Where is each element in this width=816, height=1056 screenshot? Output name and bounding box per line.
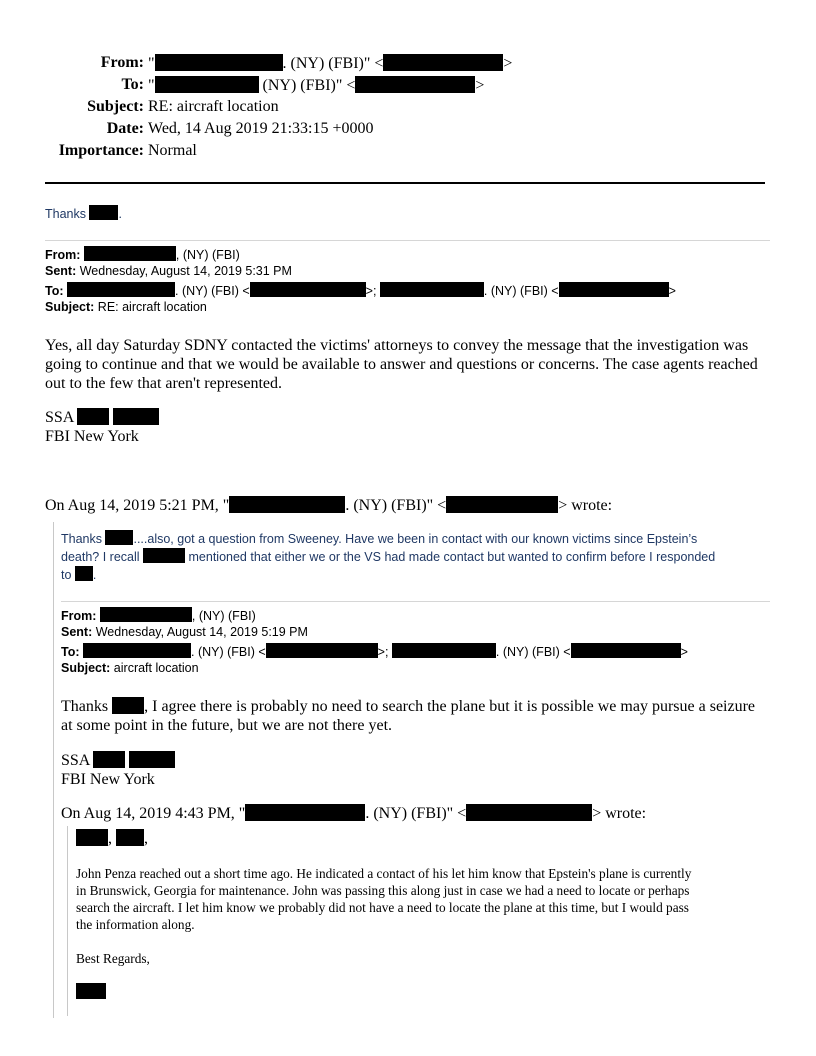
- quote1-body: Thanks ....also, got a question from Sweeney. Have we been in contact with our known victims since Epstein’s death? I recall mentioned that either we or the VS had made contact but wanted to confirm before I responded to .: [61, 532, 716, 582]
- msg3-from: From: , (NY) (FBI): [61, 609, 256, 623]
- msg2-sent: Sent: Wednesday, August 14, 2019 5:31 PM: [45, 264, 292, 278]
- redaction-block: [383, 54, 503, 71]
- redaction-block: [380, 282, 484, 297]
- separator: [45, 240, 770, 241]
- subject-label: Subject:: [87, 98, 144, 115]
- quote-bar-outer: [53, 522, 54, 1018]
- reply-thanks: Thanks .: [45, 207, 122, 221]
- quote1-intro: On Aug 14, 2019 5:21 PM, " . (NY) (FBI)" < > wrote:: [45, 497, 613, 514]
- redaction-block: [113, 408, 159, 425]
- redaction-block: [76, 983, 106, 999]
- redaction-block: [75, 566, 93, 581]
- redaction-block: [76, 829, 108, 846]
- msg2-to: To: . (NY) (FBI) < >; . (NY) (FBI) < >: [45, 284, 676, 298]
- from-value: " . (NY) (FBI)" < >: [148, 55, 513, 72]
- msg3-to: To: . (NY) (FBI) < >; . (NY) (FBI) < >: [61, 645, 688, 659]
- redaction-block: [245, 804, 365, 821]
- msg3-body: Thanks , I agree there is probably no need to search the plane but it is possible we may pursue a seizure at some point in the future, but we are not there yet.: [61, 698, 756, 734]
- to-label: To:: [121, 76, 144, 93]
- header-divider: [45, 182, 765, 184]
- msg2-from: From: , (NY) (FBI): [45, 248, 240, 262]
- msg2-body: Yes, all day Saturday SDNY contacted the victims' attorneys to convey the message that the investigation was going to continue and that we would be available to answer and questions or concerns. The case agents reached out to the few that aren't represented.: [45, 337, 758, 392]
- date-label: Date:: [106, 120, 144, 137]
- msg3-subject: Subject: aircraft location: [61, 661, 199, 675]
- redaction-block: [392, 643, 496, 658]
- msg3-sent: Sent: Wednesday, August 14, 2019 5:19 PM: [61, 625, 308, 639]
- quote2-body: John Penza reached out a short time ago. He indicated a contact of his let him know that Epstein's plane is currently in Brunswick, Georgia for maintenance. John was passing this along just in case we had a need to locate or perhaps search the aircraft. I let him know we probably did not have a need to locate the plane at this time, but I would pass the information along.: [76, 866, 692, 932]
- from-label: From:: [100, 54, 144, 71]
- separator: [61, 601, 770, 602]
- redaction-block: [77, 408, 109, 425]
- importance-label: Importance:: [58, 142, 144, 159]
- redaction-block: [89, 205, 118, 220]
- redaction-block: [446, 496, 558, 513]
- quote2-intro: On Aug 14, 2019 4:43 PM, " . (NY) (FBI)" < > wrote:: [61, 805, 647, 822]
- redaction-block: [571, 643, 681, 658]
- redaction-block: [143, 548, 185, 563]
- importance-value: Normal: [148, 142, 197, 159]
- redaction-block: [67, 282, 175, 297]
- redaction-block: [105, 530, 133, 545]
- redaction-block: [112, 697, 144, 714]
- redaction-block: [155, 76, 259, 93]
- redaction-block: [250, 282, 366, 297]
- redaction-block: [155, 54, 283, 71]
- redaction-block: [229, 496, 345, 513]
- to-value: " (NY) (FBI)" < >: [148, 77, 485, 94]
- redaction-block: [559, 282, 669, 297]
- subject-value: RE: aircraft location: [148, 98, 279, 115]
- redaction-block: [129, 751, 175, 768]
- redaction-block: [355, 76, 475, 93]
- redaction-block: [93, 751, 125, 768]
- msg2-subject: Subject: RE: aircraft location: [45, 300, 207, 314]
- redaction-block: [100, 607, 192, 622]
- quote2-closing: Best Regards,: [76, 951, 150, 966]
- redaction-block: [84, 246, 176, 261]
- date-value: Wed, 14 Aug 2019 21:33:15 +0000: [148, 120, 374, 137]
- redaction-block: [83, 643, 191, 658]
- quote2-signature: [76, 983, 106, 1001]
- redaction-block: [266, 643, 378, 658]
- redaction-block: [466, 804, 592, 821]
- msg3-signature: SSA FBI New York: [61, 751, 175, 789]
- quote2-greeting: , ,: [76, 829, 148, 848]
- redaction-block: [116, 829, 144, 846]
- msg2-signature: SSA FBI New York: [45, 408, 159, 446]
- quote-bar-inner: [67, 826, 68, 1016]
